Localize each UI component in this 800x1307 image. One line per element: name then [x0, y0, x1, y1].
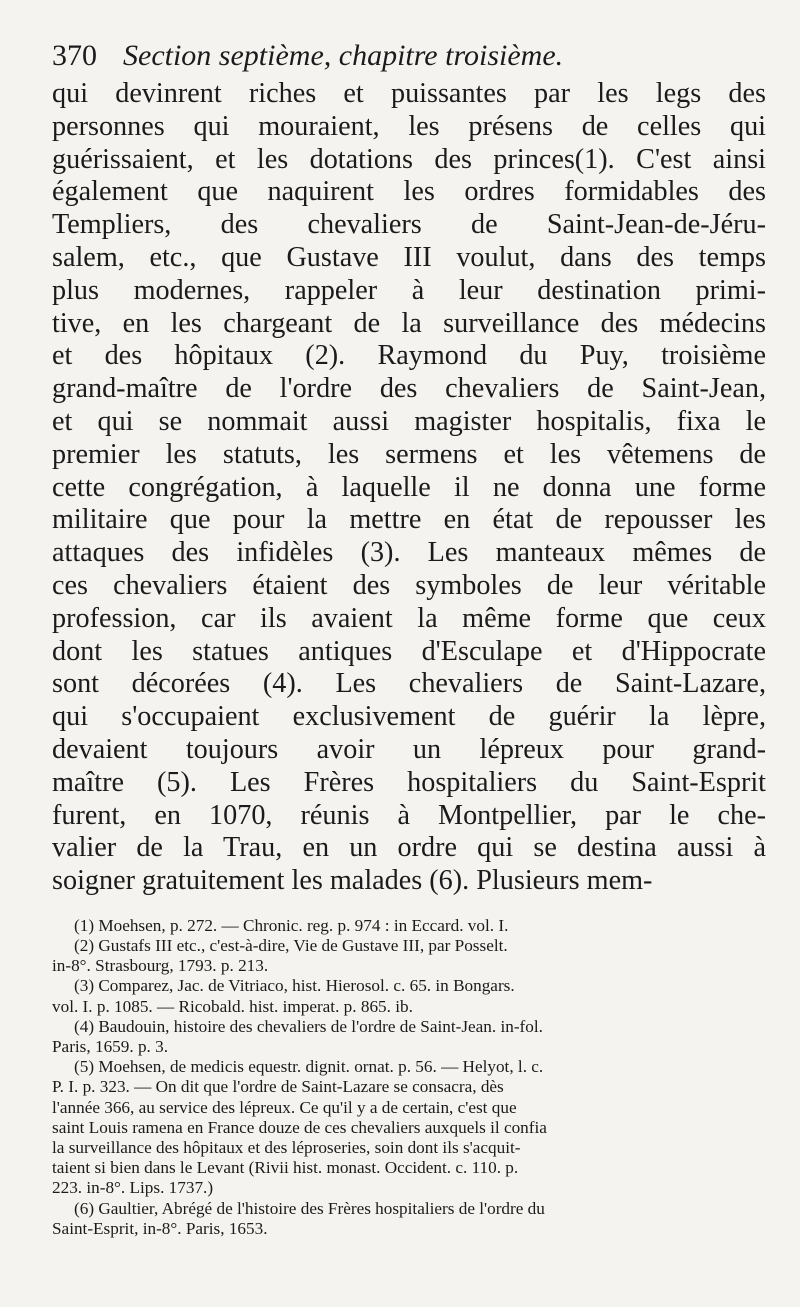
body-line: sont décorées (4). Les chevaliers de Saint-Lazare,	[52, 668, 766, 700]
body-line: qui devinrent riches et puissantes par les legs des	[52, 78, 766, 109]
footnote-line: l'année 366, au service des lépreux. Ce qu'il y a de certain, c'est que	[52, 1097, 517, 1117]
body-line: qui s'occupaient exclusivement de guérir la lèpre,	[52, 701, 766, 733]
footnote-line: (1) Moehsen, p. 272. — Chronic. reg. p. 974 : in Eccard. vol. I.	[74, 915, 509, 935]
footnote-line: Saint-Esprit, in-8°. Paris, 1653.	[52, 1218, 268, 1238]
body-line: ces chevaliers étaient des symboles de leur véritable	[52, 569, 766, 601]
body-line: militaire que pour la mettre en état de repousser les	[52, 504, 766, 536]
body-text	[52, 78, 766, 898]
page-number: 370	[52, 39, 97, 72]
running-title: Section septième, chapitre troisième.	[123, 39, 564, 72]
footnote-5	[52, 1057, 766, 1198]
body-line: et des hôpitaux (2). Raymond du Puy, troisième	[52, 340, 766, 372]
body-line: personnes qui mouraient, les présens de celles qui	[52, 110, 766, 142]
footnote-line: (3) Comparez, Jac. de Vitriaco, hist. Hierosol. c. 65. in Bongars.	[74, 976, 515, 996]
footnote-line: (2) Gustafs III etc., c'est-à-dire, Vie de Gustave III, par Posselt.	[74, 936, 508, 956]
footnote-1	[52, 916, 766, 936]
body-line: furent, en 1070, réunis à Montpellier, par le che-	[52, 799, 766, 831]
body-line: Templiers, des chevaliers de Saint-Jean-de-Jéru-	[52, 209, 766, 241]
footnote-line: in-8°. Strasbourg, 1793. p. 213.	[52, 956, 269, 976]
body-line: plus modernes, rappeler à leur destination primi-	[52, 274, 766, 306]
footnote-line: taient si bien dans le Levant (Rivii hist. monast. Occident. c. 110. p.	[52, 1158, 519, 1178]
body-line: guérissaient, et les dotations des princes(1). C'est ainsi	[52, 143, 766, 175]
body-line: attaques des infidèles (3). Les manteaux mêmes de	[52, 537, 766, 569]
body-line: soigner gratuitement les malades (6). Plusieurs mem-	[52, 865, 653, 897]
body-line: premier les statuts, les sermens et les vêtemens de	[52, 438, 766, 470]
footnote-6	[52, 1199, 766, 1239]
footnote-line: vol. I. p. 1085. — Ricobald. hist. imperat. p. 865. ib.	[52, 996, 413, 1016]
body-line: profession, car ils avaient la même forme que ceux	[52, 602, 766, 634]
body-line: dont les statues antiques d'Esculape et d'Hippocrate	[52, 635, 766, 667]
footnotes	[52, 916, 766, 1239]
footnote-line: (5) Moehsen, de medicis equestr. dignit. ornat. p. 56. — Helyot, l. c.	[74, 1057, 544, 1077]
footnote-2	[52, 936, 766, 976]
body-line: également que naquirent les ordres formidables des	[52, 176, 766, 208]
footnote-line: saint Louis ramena en France douze de ces chevaliers auxquels il confia	[52, 1117, 547, 1137]
footnote-line: la surveillance des hôpitaux et des léproseries, soin dont ils s'acquit-	[52, 1137, 521, 1157]
body-line: devaient toujours avoir un lépreux pour grand-	[52, 733, 766, 765]
body-line: maître (5). Les Frères hospitaliers du Saint-Esprit	[52, 766, 766, 798]
body-line: cette congrégation, à laquelle il ne donna une forme	[52, 471, 766, 503]
footnote-line: Paris, 1659. p. 3.	[52, 1037, 169, 1057]
footnote-line: 223. in-8°. Lips. 1737.)	[52, 1178, 214, 1198]
footnote-4	[52, 1017, 766, 1057]
body-line: tive, en les chargeant de la surveillance des médecins	[52, 307, 766, 339]
body-line: et qui se nommait aussi magister hospitalis, fixa le	[52, 405, 766, 437]
footnote-line: P. I. p. 323. — On dit que l'ordre de Saint-Lazare se consacra, dès	[52, 1077, 504, 1097]
body-line: grand-maître de l'ordre des chevaliers de Saint-Jean,	[52, 373, 766, 405]
footnote-3	[52, 976, 766, 1016]
body-line: valier de la Trau, en un ordre qui se destina aussi à	[52, 832, 766, 864]
footnote-line: (6) Gaultier, Abrégé de l'histoire des Frères hospitaliers de l'ordre du	[74, 1198, 545, 1218]
body-line: salem, etc., que Gustave III voulut, dans des temps	[52, 241, 766, 273]
running-head	[52, 36, 766, 76]
footnote-line: (4) Baudouin, histoire des chevaliers de l'ordre de Saint-Jean. in-fol.	[74, 1016, 543, 1036]
